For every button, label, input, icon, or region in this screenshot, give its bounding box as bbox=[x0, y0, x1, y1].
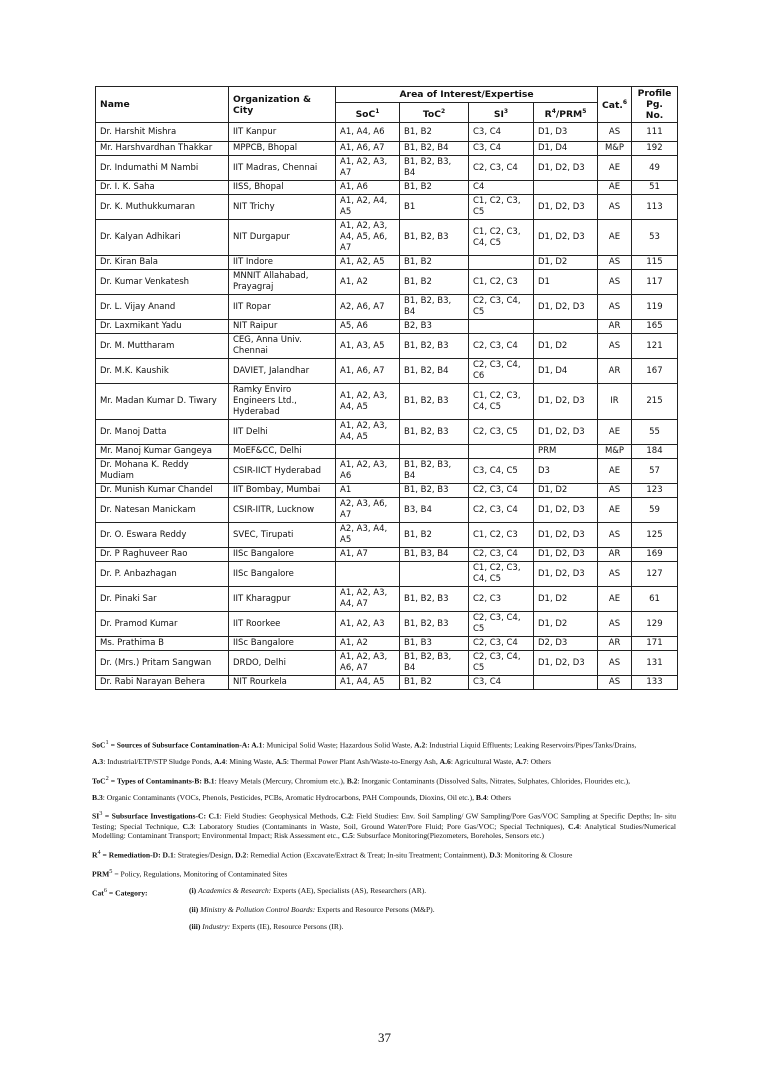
cell-name: Dr. I. K. Saha bbox=[96, 181, 229, 195]
cell-rprm: D1, D2 bbox=[534, 587, 598, 612]
cell-si: C2, C3, C4 bbox=[469, 637, 534, 651]
cell-si: C1, C2, C3 bbox=[469, 270, 534, 295]
table-row bbox=[96, 220, 678, 256]
cell-cat: AR bbox=[598, 637, 632, 651]
table-row bbox=[96, 334, 678, 359]
table-row bbox=[96, 359, 678, 384]
cell-org: IIT Delhi bbox=[229, 420, 336, 445]
cell-soc: A2, A3, A4, A5 bbox=[336, 523, 400, 548]
cell-rprm: D1, D2, D3 bbox=[534, 295, 598, 320]
note-prm: $PRM^5$ = Policy, Regulations, Monitoring of Contaminated Sites bbox=[92, 867, 288, 879]
cell-rprm: D1, D2, D3 bbox=[534, 384, 598, 420]
cell-page: 115 bbox=[632, 256, 678, 270]
cell-toc: B1, B2 bbox=[400, 123, 469, 142]
table-row bbox=[96, 195, 678, 220]
cell-org: MNNIT Allahabad, Prayagraj bbox=[229, 270, 336, 295]
cell-soc: A1, A6, A7 bbox=[336, 359, 400, 384]
cell-org: NIT Trichy bbox=[229, 195, 336, 220]
table-row bbox=[96, 256, 678, 270]
cell-soc: A1, A2, A4, A5 bbox=[336, 195, 400, 220]
header-area-of-interest: Area of Interest/Expertise bbox=[336, 87, 598, 103]
cell-page: 57 bbox=[632, 459, 678, 484]
cell-name: Ms. Prathima B bbox=[96, 637, 229, 651]
cell-org: IIT Indore bbox=[229, 256, 336, 270]
cell-si: C2, C3 bbox=[469, 587, 534, 612]
cell-cat: AS bbox=[598, 256, 632, 270]
cell-name: Dr. Rabi Narayan Behera bbox=[96, 676, 229, 690]
cell-soc: A1, A2, A3, A4, A7 bbox=[336, 587, 400, 612]
table-row bbox=[96, 420, 678, 445]
cell-si: C1, C2, C3, C4, C5 bbox=[469, 384, 534, 420]
cell-soc: A1, A2 bbox=[336, 637, 400, 651]
cell-soc: A1, A2, A3, A7 bbox=[336, 156, 400, 181]
note-toc: ToC$^2$ = Types of Contaminants-B: B.1: Heavy Metals (Mercury, Chromium etc.), B.2: Inorganic Contaminants (Dissolved Salts, Nitrates, Sulphates, Chlorides, Flourides etc.), bbox=[92, 774, 631, 786]
table-row bbox=[96, 445, 678, 459]
cell-name: Dr. Harshit Mishra bbox=[96, 123, 229, 142]
table-header bbox=[96, 87, 678, 123]
cell-page: 167 bbox=[632, 359, 678, 384]
cell-si: C2, C3, C4, C5 bbox=[469, 651, 534, 676]
cell-soc: A1, A2, A3 bbox=[336, 612, 400, 637]
cell-si: C3, C4 bbox=[469, 123, 534, 142]
cell-toc: B1, B2, B4 bbox=[400, 142, 469, 156]
table-row bbox=[96, 498, 678, 523]
cell-org: IISS, Bhopal bbox=[229, 181, 336, 195]
cell-soc: A1, A2, A5 bbox=[336, 256, 400, 270]
cell-page: 113 bbox=[632, 195, 678, 220]
cell-toc bbox=[400, 562, 469, 587]
cell-name: Dr. Munish Kumar Chandel bbox=[96, 484, 229, 498]
cell-rprm: D3 bbox=[534, 459, 598, 484]
cell-rprm: D1, D4 bbox=[534, 359, 598, 384]
cell-soc: A1, A2, A3, A6, A7 bbox=[336, 651, 400, 676]
header-category: Cat.$^6$ bbox=[598, 87, 632, 123]
note-category-1: (i) Academics & Research: Experts (AE), Specialists (AS), Researchers (AR). bbox=[189, 886, 427, 895]
cell-soc: A1, A2, A3, A4, A5, A6, A7 bbox=[336, 220, 400, 256]
cell-org: NIT Rourkela bbox=[229, 676, 336, 690]
table-row bbox=[96, 612, 678, 637]
cell-si: C2, C3, C5 bbox=[469, 420, 534, 445]
cell-cat: AE bbox=[598, 156, 632, 181]
cell-cat: M&P bbox=[598, 142, 632, 156]
cell-cat: AR bbox=[598, 548, 632, 562]
cell-page: 127 bbox=[632, 562, 678, 587]
cell-cat: AE bbox=[598, 498, 632, 523]
cell-page: 165 bbox=[632, 320, 678, 334]
cell-soc: A1, A2 bbox=[336, 270, 400, 295]
cell-rprm: D1, D2, D3 bbox=[534, 220, 598, 256]
table-row bbox=[96, 270, 678, 295]
cell-toc: B1, B2 bbox=[400, 523, 469, 548]
cell-soc bbox=[336, 562, 400, 587]
cell-si: C2, C3, C4 bbox=[469, 498, 534, 523]
table-row bbox=[96, 587, 678, 612]
header-organization: Organization & City bbox=[229, 87, 336, 123]
cell-page: 169 bbox=[632, 548, 678, 562]
table-row bbox=[96, 142, 678, 156]
cell-cat: AS bbox=[598, 612, 632, 637]
cell-cat: AS bbox=[598, 651, 632, 676]
cell-soc: A1, A4, A5 bbox=[336, 676, 400, 690]
table-row bbox=[96, 676, 678, 690]
cell-rprm: D1, D2 bbox=[534, 484, 598, 498]
cell-name: Dr. Kalyan Adhikari bbox=[96, 220, 229, 256]
cell-si: C3, C4 bbox=[469, 142, 534, 156]
cell-cat: AS bbox=[598, 123, 632, 142]
cell-name: Dr. Pinaki Sar bbox=[96, 587, 229, 612]
cell-si: C1, C2, C3, C5 bbox=[469, 195, 534, 220]
cell-soc: A2, A3, A6, A7 bbox=[336, 498, 400, 523]
table-body bbox=[96, 123, 678, 690]
cell-org: NIT Raipur bbox=[229, 320, 336, 334]
table-row bbox=[96, 320, 678, 334]
cell-cat: AS bbox=[598, 270, 632, 295]
cell-soc: A1, A4, A6 bbox=[336, 123, 400, 142]
cell-page: 125 bbox=[632, 523, 678, 548]
cell-name: Mr. Manoj Kumar Gangeya bbox=[96, 445, 229, 459]
cell-toc: B1, B3 bbox=[400, 637, 469, 651]
cell-org: SVEC, Tirupati bbox=[229, 523, 336, 548]
cell-name: Dr. Natesan Manickam bbox=[96, 498, 229, 523]
cell-name: Dr. L. Vijay Anand bbox=[96, 295, 229, 320]
cell-toc: B1, B2, B4 bbox=[400, 359, 469, 384]
cell-soc: A1, A7 bbox=[336, 548, 400, 562]
cell-soc: A1 bbox=[336, 484, 400, 498]
cell-cat: AR bbox=[598, 359, 632, 384]
table-row bbox=[96, 295, 678, 320]
cell-name: Dr. Mohana K. Reddy Mudiam bbox=[96, 459, 229, 484]
cell-page: 192 bbox=[632, 142, 678, 156]
cell-rprm: D1, D2 bbox=[534, 334, 598, 359]
cell-toc: B1, B2, B3, B4 bbox=[400, 651, 469, 676]
cell-si: C2, C3, C4 bbox=[469, 484, 534, 498]
cell-rprm: D1, D2, D3 bbox=[534, 156, 598, 181]
table-row bbox=[96, 562, 678, 587]
table-row bbox=[96, 637, 678, 651]
cell-toc: B1, B2, B3 bbox=[400, 587, 469, 612]
cell-cat: M&P bbox=[598, 445, 632, 459]
cell-page: 119 bbox=[632, 295, 678, 320]
cell-soc: A1, A3, A5 bbox=[336, 334, 400, 359]
cell-cat: AE bbox=[598, 181, 632, 195]
cell-page: 121 bbox=[632, 334, 678, 359]
cell-org: IISc Bangalore bbox=[229, 562, 336, 587]
cell-name: Dr. M. Muttharam bbox=[96, 334, 229, 359]
cell-si bbox=[469, 320, 534, 334]
cell-soc: A1, A2, A3, A6 bbox=[336, 459, 400, 484]
cell-cat: AS bbox=[598, 295, 632, 320]
cell-soc: A1, A6, A7 bbox=[336, 142, 400, 156]
cell-rprm: D1, D2, D3 bbox=[534, 420, 598, 445]
cell-rprm: PRM bbox=[534, 445, 598, 459]
cell-name: Mr. Harshvardhan Thakkar bbox=[96, 142, 229, 156]
table-row bbox=[96, 156, 678, 181]
cell-si: C1, C2, C3, C4, C5 bbox=[469, 562, 534, 587]
cell-cat: AS bbox=[598, 195, 632, 220]
cell-rprm: D1, D3 bbox=[534, 123, 598, 142]
cell-page: 49 bbox=[632, 156, 678, 181]
cell-page: 131 bbox=[632, 651, 678, 676]
cell-si: C2, C3, C4, C5 bbox=[469, 612, 534, 637]
cell-page: 129 bbox=[632, 612, 678, 637]
table-row bbox=[96, 181, 678, 195]
cell-rprm bbox=[534, 676, 598, 690]
cell-org: MoEF&CC, Delhi bbox=[229, 445, 336, 459]
cell-rprm: D1, D2 bbox=[534, 256, 598, 270]
cell-org: CSIR-IITR, Lucknow bbox=[229, 498, 336, 523]
cell-org: MPPCB, Bhopal bbox=[229, 142, 336, 156]
cell-name: Dr. Manoj Datta bbox=[96, 420, 229, 445]
cell-org: DRDO, Delhi bbox=[229, 651, 336, 676]
cell-soc: A1, A2, A3, A4, A5 bbox=[336, 420, 400, 445]
cell-page: 184 bbox=[632, 445, 678, 459]
table-row bbox=[96, 523, 678, 548]
cell-toc: B1, B2, B3 bbox=[400, 420, 469, 445]
header-r-prm: $R^4/PRM^5$ bbox=[534, 103, 598, 123]
cell-toc: B1, B2, B3 bbox=[400, 220, 469, 256]
cell-soc bbox=[336, 445, 400, 459]
cell-cat: AE bbox=[598, 587, 632, 612]
note-category-2: (ii) Ministry & Pollution Control Boards: Experts and Resource Persons (M&P). bbox=[189, 905, 435, 915]
cell-page: 61 bbox=[632, 587, 678, 612]
header-si: $SI^3$ bbox=[469, 103, 534, 123]
cell-name: Dr. Indumathi M Nambi bbox=[96, 156, 229, 181]
cell-org: IIT Ropar bbox=[229, 295, 336, 320]
cell-org: IIT Bombay, Mumbai bbox=[229, 484, 336, 498]
cell-rprm bbox=[534, 181, 598, 195]
page-number: 37 bbox=[378, 1030, 391, 1045]
cell-page: 51 bbox=[632, 181, 678, 195]
note-toc-continued: B.3: Organic Contaminants (VOCs, Phenols, Pesticides, PCBs, Aromatic Hydrocarbons, PAH Compounds, Dioxins, Oil etc.), B.4: Others bbox=[92, 792, 511, 802]
cell-toc: B1, B2, B3 bbox=[400, 384, 469, 420]
cell-si: C2, C3, C4 bbox=[469, 548, 534, 562]
cell-rprm: D1, D2, D3 bbox=[534, 562, 598, 587]
cell-toc: B3, B4 bbox=[400, 498, 469, 523]
cell-toc: B1, B2, B3 bbox=[400, 612, 469, 637]
cell-org: IISc Bangalore bbox=[229, 548, 336, 562]
note-category-3: (iii) Industry: Experts (IE), Resource Persons (IR). bbox=[189, 921, 344, 931]
cell-toc: B1, B2 bbox=[400, 256, 469, 270]
table-row bbox=[96, 548, 678, 562]
cell-cat: AE bbox=[598, 459, 632, 484]
cell-name: Dr. K. Muthukkumaran bbox=[96, 195, 229, 220]
cell-toc: B1, B2 bbox=[400, 676, 469, 690]
cell-toc: B1, B2, B3, B4 bbox=[400, 459, 469, 484]
footnotes bbox=[92, 738, 676, 938]
note-si: $SI^3$ = Subsurface Investigations-C: C.1: Field Studies: Geophysical Methods, C.2: Field Studies: Env. Soil Sampling/ GW Sampling/Pore Gas/VOC Sampling at Specific Depths; In- situ Testing; Special Technique, C.3: Laboratory Studies (Contaminants in Waste, Soil, Ground Water/Pore Fluid; Pore Gas/VOC; Special Techniques), C.4: Analytical Studies/Numerical Modelling: Contaminant Transport; Environmental Impact; Risk Assessment etc., C.5: Subsurface Monitoring(Piezometers, Boreholes, Sensors etc.) bbox=[92, 810, 677, 841]
cell-toc: B1, B2, B3 bbox=[400, 484, 469, 498]
cell-org: IIT Roorkee bbox=[229, 612, 336, 637]
cell-name: Dr. P. Anbazhagan bbox=[96, 562, 229, 587]
cell-toc bbox=[400, 445, 469, 459]
header-profile-page: Profile Pg. No. bbox=[632, 87, 678, 123]
cell-si: C2, C3, C4 bbox=[469, 156, 534, 181]
cell-page: 133 bbox=[632, 676, 678, 690]
cell-rprm: D1, D2, D3 bbox=[534, 651, 598, 676]
cell-rprm bbox=[534, 320, 598, 334]
cell-cat: AS bbox=[598, 484, 632, 498]
cell-si: C1, C2, C3, C4, C5 bbox=[469, 220, 534, 256]
cell-org: IIT Kanpur bbox=[229, 123, 336, 142]
cell-soc: A5, A6 bbox=[336, 320, 400, 334]
cell-cat: AR bbox=[598, 320, 632, 334]
cell-rprm: D1, D2, D3 bbox=[534, 498, 598, 523]
cell-org: CEG, Anna Univ. Chennai bbox=[229, 334, 336, 359]
cell-cat: AS bbox=[598, 676, 632, 690]
cell-cat: AS bbox=[598, 562, 632, 587]
note-remediation: $R^4$ = Remediation-D: D.1: Strategies/Design, D.2: Remedial Action (Excavate/Extract & Treat; In-situ Treatment; Containment), D.3: Monitoring & Closure bbox=[92, 848, 573, 860]
cell-org: DAVIET, Jalandhar bbox=[229, 359, 336, 384]
cell-soc: A2, A6, A7 bbox=[336, 295, 400, 320]
cell-cat: AE bbox=[598, 420, 632, 445]
cell-page: 55 bbox=[632, 420, 678, 445]
cell-org: IISc Bangalore bbox=[229, 637, 336, 651]
header-soc: SoC$^1$ bbox=[336, 103, 400, 123]
cell-rprm: D1 bbox=[534, 270, 598, 295]
cell-si: C3, C4 bbox=[469, 676, 534, 690]
cell-org: IIT Kharagpur bbox=[229, 587, 336, 612]
cell-page: 53 bbox=[632, 220, 678, 256]
cell-rprm: D1, D2, D3 bbox=[534, 195, 598, 220]
cell-org: NIT Durgapur bbox=[229, 220, 336, 256]
cell-toc: B1, B2 bbox=[400, 181, 469, 195]
cell-org: CSIR-IICT Hyderabad bbox=[229, 459, 336, 484]
cell-rprm: D1, D2, D3 bbox=[534, 523, 598, 548]
cell-soc: A1, A2, A3, A4, A5 bbox=[336, 384, 400, 420]
table-row bbox=[96, 484, 678, 498]
cell-si bbox=[469, 256, 534, 270]
cell-si: C3, C4, C5 bbox=[469, 459, 534, 484]
cell-cat: AS bbox=[598, 523, 632, 548]
table-row bbox=[96, 384, 678, 420]
cell-cat: IR bbox=[598, 384, 632, 420]
cell-rprm: D1, D4 bbox=[534, 142, 598, 156]
cell-cat: AE bbox=[598, 220, 632, 256]
cell-si: C2, C3, C4, C5 bbox=[469, 295, 534, 320]
cell-page: 59 bbox=[632, 498, 678, 523]
table-row bbox=[96, 651, 678, 676]
note-soc: SoC$^1$ = Sources of Subsurface Contamination-A: A.1: Municipal Solid Waste; Hazardous Solid Waste, A.2: Industrial Liquid Effluents; Leaking Reservoirs/Pipes/Tanks/Drains, bbox=[92, 739, 637, 750]
cell-toc: B1, B2, B3, B4 bbox=[400, 295, 469, 320]
cell-org: Ramky Enviro Engineers Ltd., Hyderabad bbox=[229, 384, 336, 420]
cell-name: Dr. M.K. Kaushik bbox=[96, 359, 229, 384]
cell-toc: B1, B2, B3, B4 bbox=[400, 156, 469, 181]
cell-name: Dr. Kumar Venkatesh bbox=[96, 270, 229, 295]
cell-name: Mr. Madan Kumar D. Tiwary bbox=[96, 384, 229, 420]
cell-rprm: D1, D2, D3 bbox=[534, 548, 598, 562]
cell-si: C1, C2, C3 bbox=[469, 523, 534, 548]
cell-toc: B1, B2 bbox=[400, 270, 469, 295]
cell-name: Dr. Pramod Kumar bbox=[96, 612, 229, 637]
cell-si: C2, C3, C4, C6 bbox=[469, 359, 534, 384]
cell-si: C2, C3, C4 bbox=[469, 334, 534, 359]
cell-soc: A1, A6 bbox=[336, 181, 400, 195]
experts-table bbox=[95, 86, 678, 690]
cell-org: IIT Madras, Chennai bbox=[229, 156, 336, 181]
cell-page: 123 bbox=[632, 484, 678, 498]
cell-page: 111 bbox=[632, 123, 678, 142]
cell-toc: B1, B3, B4 bbox=[400, 548, 469, 562]
cell-name: Dr. O. Eswara Reddy bbox=[96, 523, 229, 548]
cell-name: Dr. Kiran Bala bbox=[96, 256, 229, 270]
cell-si: C4 bbox=[469, 181, 534, 195]
cell-toc: B1 bbox=[400, 195, 469, 220]
cell-toc: B2, B3 bbox=[400, 320, 469, 334]
note-soc-continued: A.3: Industrial/ETP/STP Sludge Ponds, A.4: Mining Waste, A.5: Thermal Power Plant Ash/Waste-to-Energy Ash, A.6: Agricultural Waste, A.7: Others bbox=[92, 757, 551, 767]
header-name: Name bbox=[96, 87, 229, 123]
cell-si bbox=[469, 445, 534, 459]
cell-rprm: D2, D3 bbox=[534, 637, 598, 651]
cell-page: 215 bbox=[632, 384, 678, 420]
table-row bbox=[96, 123, 678, 142]
table-row bbox=[96, 459, 678, 484]
cell-rprm: D1, D2 bbox=[534, 612, 598, 637]
header-toc: ToC$^2$ bbox=[400, 103, 469, 123]
cell-page: 171 bbox=[632, 637, 678, 651]
cell-page: 117 bbox=[632, 270, 678, 295]
cell-name: Dr. P Raghuveer Rao bbox=[96, 548, 229, 562]
cell-name: Dr. (Mrs.) Pritam Sangwan bbox=[96, 651, 229, 676]
note-category-label: Cat$^6$ = Category: bbox=[92, 887, 148, 898]
cell-toc: B1, B2, B3 bbox=[400, 334, 469, 359]
cell-name: Dr. Laxmikant Yadu bbox=[96, 320, 229, 334]
cell-cat: AS bbox=[598, 334, 632, 359]
